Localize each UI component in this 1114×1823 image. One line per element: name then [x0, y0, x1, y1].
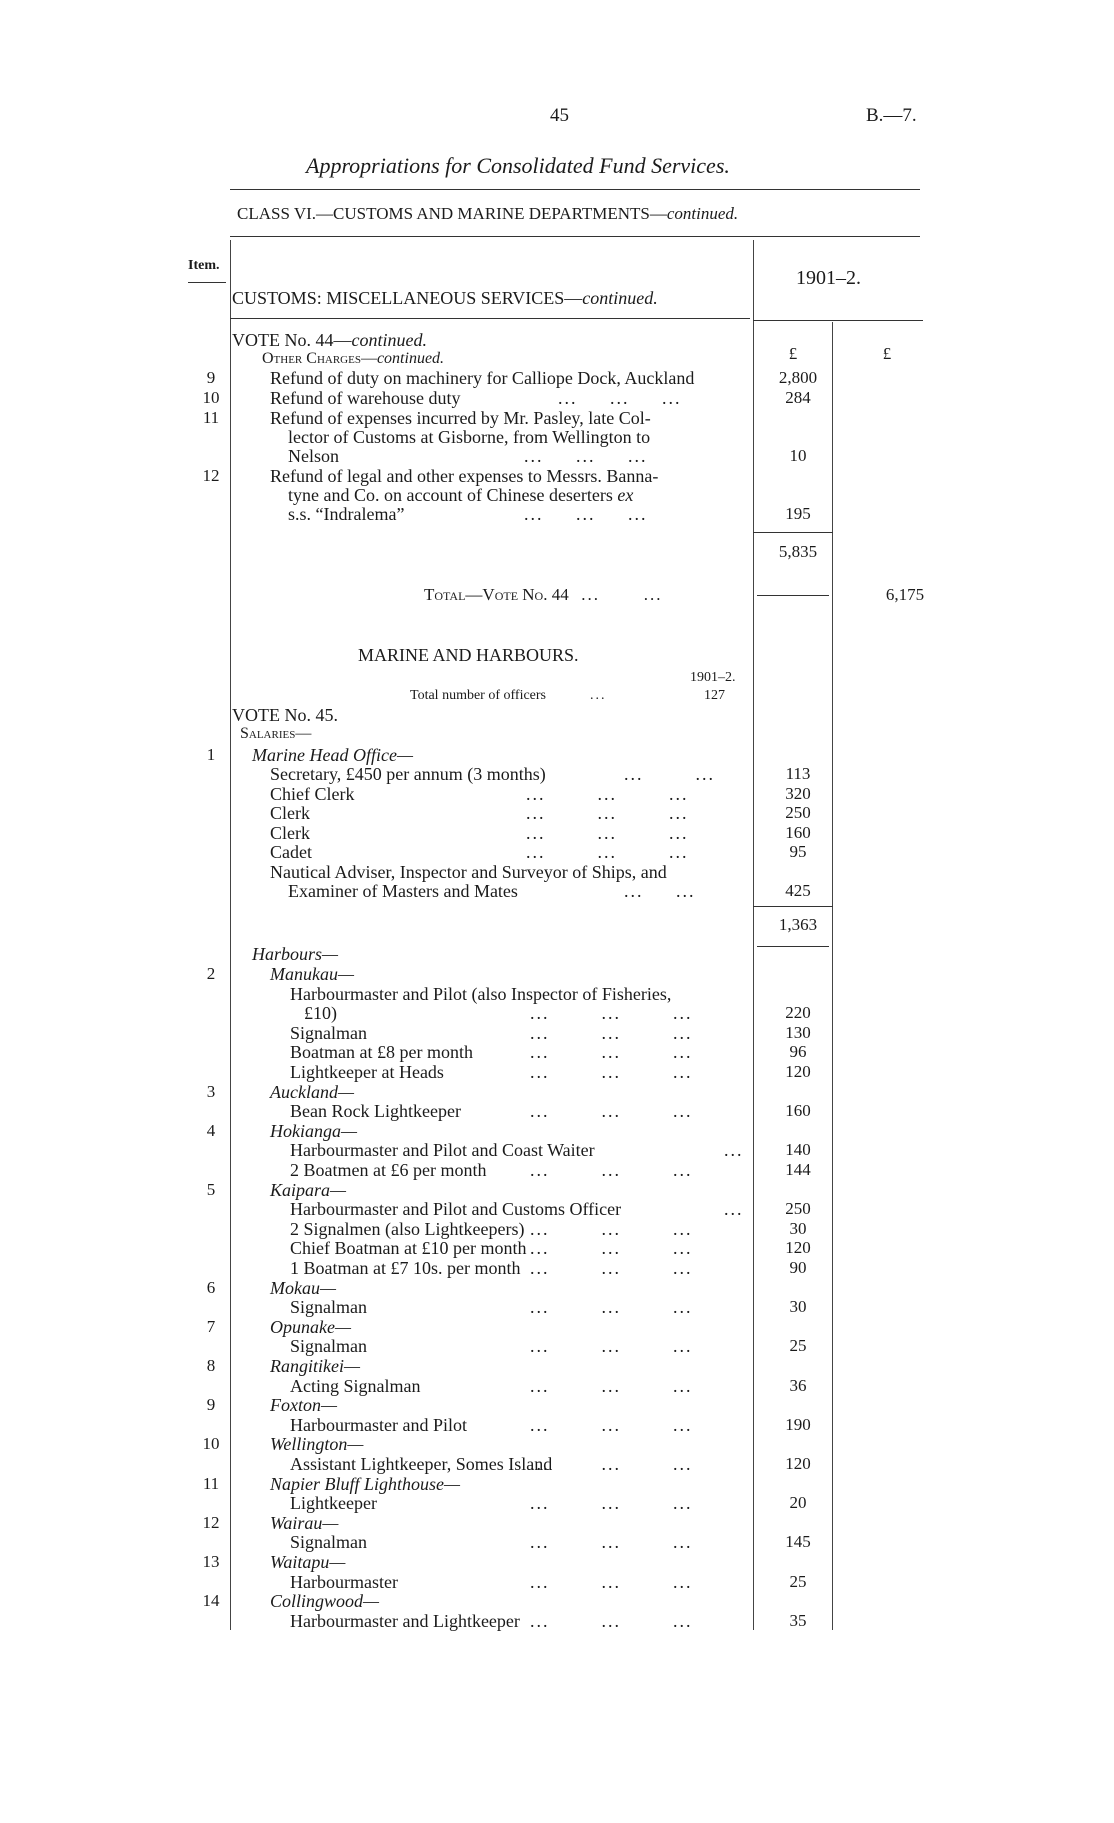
- leader-dots: ... ... ...: [530, 1532, 693, 1553]
- other-charges-continued: continued.: [376, 350, 445, 367]
- harbour-item-number: 4: [206, 1120, 216, 1140]
- leader-dots: ... ... ...: [530, 1062, 693, 1082]
- harbour-row-text: Harbourmaster and Pilot (also Inspector of Fisheries,: [290, 983, 672, 1004]
- customs-item-10: 10: [202, 388, 220, 407]
- class-heading-text: CLASS VI.—CUSTOMS AND MARINE DEPARTMENTS—: [237, 204, 667, 223]
- total-column-divider: [832, 322, 833, 1630]
- head-office-row-text: Clerk: [270, 803, 310, 823]
- harbour-row-amount: 35: [789, 1610, 807, 1630]
- leader-dots: ... ... ...: [530, 1042, 693, 1063]
- harbour-item-number: 11: [202, 1473, 220, 1493]
- leader-dots: ... ... ...: [530, 1218, 693, 1239]
- harbour-row-amount: 160: [785, 1101, 811, 1121]
- harbour-row-text: Signalman: [290, 1022, 367, 1043]
- item-column-header: Item.: [188, 258, 220, 273]
- other-charges-heading: [262, 349, 444, 369]
- customs-row-11-text-2: lector of Customs at Gisborne, from Wellington to: [288, 427, 651, 447]
- harbour-place-heading: Auckland—: [270, 1081, 354, 1102]
- harbour-row-amount: 120: [785, 1238, 811, 1258]
- customs-row-11-text-3: Nelson: [288, 446, 339, 466]
- subtotal-rule: [753, 532, 833, 533]
- running-title: Appropriations for Consolidated Fund Services.: [306, 153, 730, 178]
- vote-44-text: VOTE No. 44—: [232, 330, 352, 350]
- class-heading: [237, 204, 738, 224]
- item-header-rule: [188, 282, 226, 283]
- leader-dots: ... ... ...: [526, 822, 689, 843]
- leader-dots: ... ... ...: [530, 1414, 693, 1435]
- harbour-row-amount: 90: [789, 1258, 807, 1277]
- leader-dots: ... ... ...: [558, 388, 682, 408]
- harbour-row-text: Acting Signalman: [290, 1375, 421, 1396]
- harbour-row-amount: 120: [785, 1454, 811, 1473]
- pound-sign-total: £: [882, 344, 892, 363]
- leader-dots: ... ... ...: [524, 446, 648, 466]
- head-office-row-amount: 113: [785, 764, 811, 783]
- leader-dots: ... ... ...: [530, 1022, 693, 1043]
- harbour-place-heading: Manukau—: [270, 964, 354, 984]
- harbour-row-text: Signalman: [290, 1336, 367, 1357]
- head-office-row-text: Chief Clerk: [270, 783, 355, 804]
- harbour-place-heading: Hokianga—: [270, 1120, 357, 1141]
- customs-row-12-text-2a: tyne and Co. on account of Chinese deserters: [288, 485, 613, 505]
- harbour-row-text: Harbourmaster and Pilot: [290, 1414, 467, 1435]
- harbour-place-heading: Wellington—: [270, 1434, 364, 1455]
- harbour-row-amount: 130: [785, 1022, 811, 1042]
- officers-count: 127: [704, 688, 725, 703]
- nautical-adviser-amount: 425: [785, 881, 811, 900]
- harbour-item-number: 14: [202, 1591, 220, 1611]
- harbour-place-heading: Rangitikei—: [270, 1356, 360, 1376]
- officers-year: 1901–2.: [690, 670, 736, 685]
- harbour-place-heading: Foxton—: [270, 1395, 337, 1416]
- item-column-divider: [230, 240, 231, 1630]
- customs-item-9: 9: [206, 368, 216, 387]
- harbour-row-text: Signalman: [290, 1297, 367, 1318]
- customs-row-11-amount: 10: [789, 446, 807, 465]
- harbour-place-heading: Napier Bluff Lighthouse—: [270, 1473, 461, 1494]
- leader-dots: ... ... ...: [530, 1571, 693, 1592]
- head-office-row-amount: 160: [785, 822, 811, 842]
- leader-dots: ... ... ...: [530, 1336, 693, 1357]
- customs-item-11: 11: [202, 408, 220, 427]
- nautical-adviser-line-2: Examiner of Masters and Mates: [288, 881, 518, 901]
- leader-dots: ...: [724, 1199, 744, 1220]
- customs-item-12: 12: [202, 466, 220, 485]
- vote-44-total: 6,175: [885, 585, 925, 604]
- harbour-row-text: 1 Boatman at £7 10s. per month: [290, 1258, 521, 1278]
- vote-45-label: VOTE No. 45.: [232, 705, 338, 725]
- harbour-place-heading: Mokau—: [270, 1277, 336, 1298]
- head-office-subtotal-rule: [753, 906, 833, 907]
- harbour-row-amount: 20: [789, 1493, 807, 1513]
- harbour-row-text: Bean Rock Lightkeeper: [290, 1101, 461, 1122]
- customs-row-9-amount: 2,800: [778, 368, 818, 387]
- leader-dots: ... ... ...: [530, 1101, 693, 1122]
- leader-dots: ... ... ...: [530, 1610, 693, 1631]
- leader-dots: ... ...: [624, 764, 715, 784]
- customs-row-9-text: Refund of duty on machinery for Calliope Dock, Auckland: [270, 368, 695, 388]
- harbour-row-text: Chief Boatman at £10 per month: [290, 1238, 527, 1259]
- marine-heading: MARINE AND HARBOURS.: [358, 645, 579, 665]
- harbours-heading: Harbours—: [252, 944, 339, 964]
- harbour-row-amount: 190: [785, 1414, 811, 1434]
- leader-dots: ... ... ...: [526, 783, 689, 804]
- harbour-row-text: £10): [304, 1003, 337, 1024]
- harbour-row-text: Harbourmaster: [290, 1571, 398, 1592]
- leader-dots: ... ... ...: [524, 504, 648, 524]
- harbour-item-number: 9: [206, 1395, 216, 1415]
- leader-dots: ...: [724, 1140, 744, 1161]
- customs-row-12-text-3: s.s. “Indralema”: [288, 504, 405, 524]
- harbour-row-amount: 144: [785, 1160, 811, 1179]
- harbour-row-text: Boatman at £8 per month: [290, 1042, 473, 1063]
- harbour-row-text: Signalman: [290, 1532, 367, 1553]
- harbour-item-number: 8: [206, 1356, 216, 1375]
- harbour-item-number: 5: [206, 1179, 216, 1199]
- harbour-row-amount: 250: [785, 1199, 811, 1219]
- harbour-row-amount: 140: [785, 1140, 811, 1160]
- harbour-item-number: 3: [206, 1081, 216, 1101]
- vote-44-label: [232, 330, 427, 350]
- page-number: 45: [550, 105, 569, 126]
- harbour-item-number: 13: [202, 1552, 220, 1571]
- vote-44-total-text: Total—Vote No. 44: [424, 585, 569, 604]
- customs-row-11-text-1: Refund of expenses incurred by Mr. Pasley, late Col-: [270, 408, 651, 428]
- class-rule: [230, 236, 920, 237]
- other-charges-text: Other Charges—: [262, 350, 377, 367]
- head-office-row-text: Secretary, £450 per annum (3 months): [270, 764, 546, 784]
- harbour-row-amount: 120: [785, 1062, 811, 1081]
- marine-item-1: 1: [206, 745, 216, 764]
- head-office-subtotal: 1,363: [778, 915, 818, 934]
- head-office-row-amount: 250: [785, 803, 811, 822]
- harbour-row-amount: 36: [789, 1375, 807, 1395]
- customs-row-12-text-1: Refund of legal and other expenses to Messrs. Banna-: [270, 466, 659, 486]
- harbour-row-amount: 30: [789, 1218, 807, 1238]
- officers-label-text: Total number of officers: [410, 688, 546, 703]
- harbour-row-text: Lightkeeper at Heads: [290, 1062, 444, 1082]
- customs-row-10-amount: 284: [785, 388, 811, 407]
- harbour-place-heading: Collingwood—: [270, 1591, 380, 1612]
- harbour-row-amount: 25: [789, 1336, 807, 1356]
- leader-dots: ... ... ...: [526, 803, 689, 823]
- harbour-row-text: 2 Signalmen (also Lightkeepers): [290, 1218, 525, 1239]
- head-office-row-text: Clerk: [270, 822, 310, 843]
- leader-dots: ... ... ...: [526, 842, 689, 862]
- harbour-item-number: 6: [206, 1277, 216, 1297]
- head-office-heading: Marine Head Office—: [252, 745, 413, 765]
- class-heading-continued: continued.: [666, 204, 739, 223]
- harbour-row-amount: 30: [789, 1297, 807, 1317]
- harbour-row-text: Harbourmaster and Pilot and Coast Waiter: [290, 1140, 595, 1161]
- customs-row-12-amount: 195: [785, 504, 811, 523]
- leader-dots: ... ... ...: [530, 1160, 693, 1180]
- harbour-row-amount: 96: [789, 1042, 807, 1062]
- vote-44-continued: continued.: [351, 330, 427, 350]
- harbour-place-heading: Opunake—: [270, 1316, 351, 1337]
- total-rule: [757, 595, 829, 596]
- vote-44-total-label: Total—Vote No. 44 ... ...: [424, 585, 663, 604]
- harbour-row-text: Assistant Lightkeeper, Somes Island: [290, 1454, 553, 1474]
- head-office-subtotal-rule-below: [757, 946, 829, 947]
- harbour-place-heading: Waitapu—: [270, 1552, 346, 1572]
- leader-dots: ... ... ...: [530, 1375, 693, 1396]
- leader-dots: ... ... ...: [530, 1297, 693, 1318]
- customs-row-10-text: Refund of warehouse duty: [270, 388, 461, 408]
- document-reference: B.—7.: [866, 105, 917, 126]
- leader-dots: ... ... ...: [530, 1238, 693, 1259]
- customs-heading-continued: continued.: [582, 288, 658, 308]
- harbour-place-heading: Kaipara—: [270, 1179, 347, 1200]
- year-header-rule: [753, 320, 923, 321]
- leader-dots: ... ... ...: [530, 1454, 693, 1474]
- harbour-item-number: 10: [202, 1434, 220, 1454]
- leader-dots: ... ...: [624, 881, 696, 901]
- salaries-heading: Salaries—: [240, 725, 312, 742]
- harbour-row-text: Harbourmaster and Pilot and Customs Officer: [290, 1199, 622, 1220]
- harbour-row-text: 2 Boatmen at £6 per month: [290, 1160, 487, 1180]
- harbour-row-text: Lightkeeper: [290, 1493, 377, 1514]
- customs-heading-text: CUSTOMS: MISCELLANEOUS SERVICES—: [232, 288, 583, 308]
- harbour-item-number: 12: [202, 1512, 220, 1532]
- harbour-item-number: 2: [206, 964, 216, 983]
- section-heading-rule: [230, 318, 750, 319]
- customs-row-12-text-2: [288, 485, 633, 505]
- customs-row-12-text-2b: ex: [617, 485, 634, 505]
- harbour-item-number: 7: [206, 1316, 216, 1336]
- harbour-place-heading: Wairau—: [270, 1512, 339, 1533]
- header-rule: [230, 189, 920, 190]
- leader-dots: ... ... ...: [530, 1493, 693, 1514]
- customs-heading: [232, 288, 658, 308]
- harbour-row-text: Harbourmaster and Lightkeeper: [290, 1610, 520, 1631]
- harbour-row-amount: 220: [785, 1003, 811, 1023]
- head-office-row-amount: 320: [785, 783, 811, 803]
- pound-sign-amount: £: [788, 344, 798, 363]
- leader-dots: ... ... ...: [530, 1258, 693, 1278]
- customs-subtotal: 5,835: [778, 542, 818, 561]
- amount-column-divider: [753, 240, 754, 1630]
- harbour-row-amount: 145: [785, 1532, 811, 1552]
- officers-label: Total number of officers ...: [410, 688, 607, 703]
- harbour-row-amount: 25: [789, 1571, 807, 1591]
- head-office-row-amount: 95: [789, 842, 807, 861]
- leader-dots: ... ... ...: [530, 1003, 693, 1024]
- nautical-adviser-line-1: Nautical Adviser, Inspector and Surveyor of Ships, and: [270, 862, 667, 882]
- year-column-header: 1901–2.: [796, 267, 861, 289]
- head-office-row-text: Cadet: [270, 842, 312, 862]
